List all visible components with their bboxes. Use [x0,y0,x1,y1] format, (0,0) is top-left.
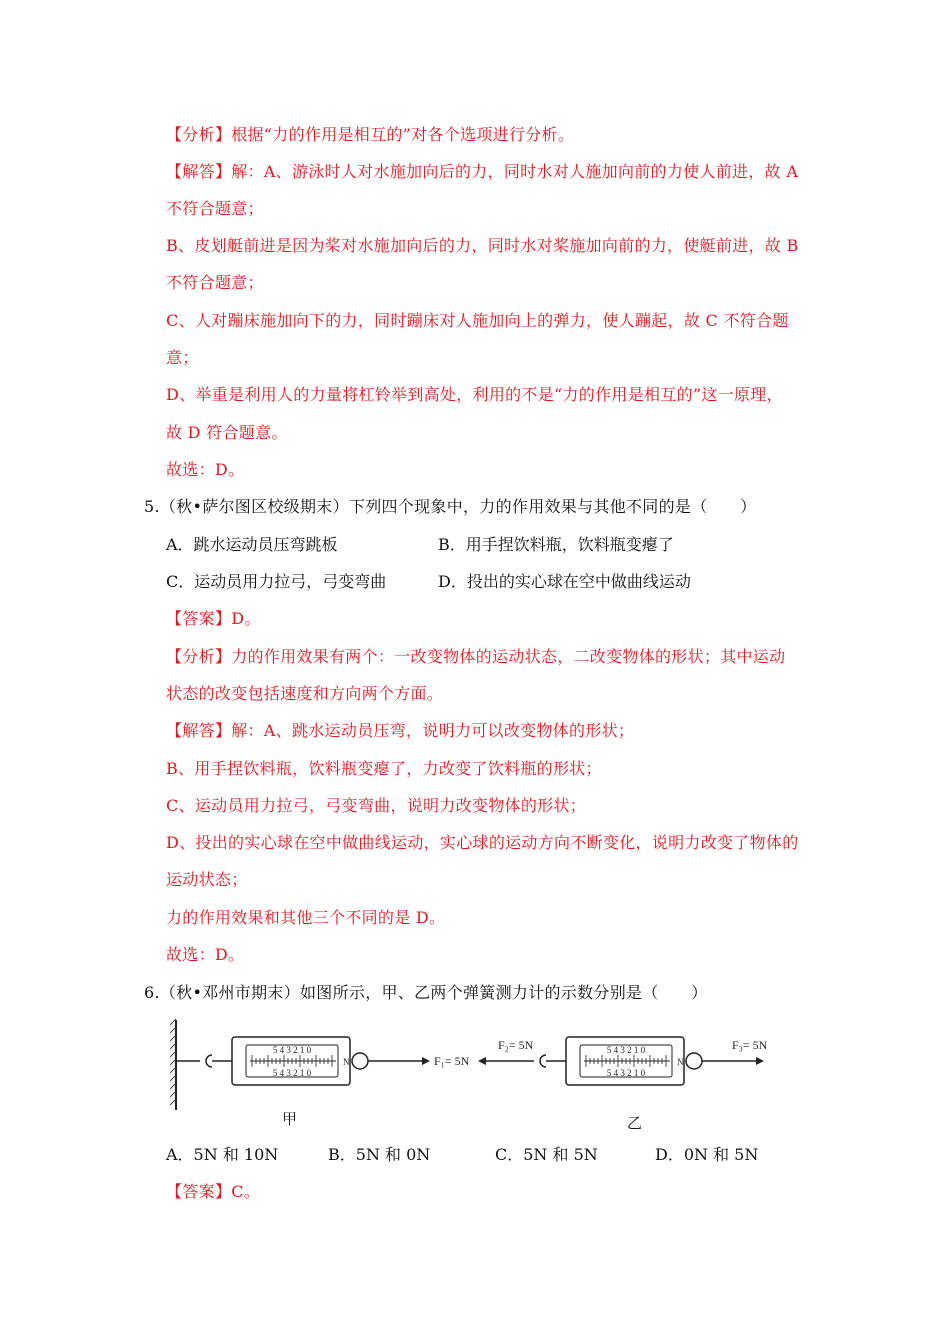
wall [170,1019,176,1110]
q6-option-d: D．0N 和 5N [655,1145,759,1164]
q4-solution-c-line2: 意； [166,348,199,367]
n-mark-jia: N [343,1057,350,1067]
n-mark-yi: N [677,1057,684,1067]
q6-option-a: A．5N 和 10N [166,1145,279,1164]
q4-solution-d-line2: 故 D 符合题意。 [166,423,288,442]
q5-option-b: B．用手捏饮料瓶，饮料瓶变瘪了 [438,535,674,554]
q4-solution-a-line2: 不符合题意； [166,199,264,218]
q4-analysis: 【分析】根据“力的作用是相互的”对各个选项进行分析。 [166,125,575,144]
arrow-left-icon [478,1057,486,1065]
arrow-right-icon [756,1057,764,1065]
figure-label-yi: 乙 [627,1114,643,1132]
force-f2: F₂= 5N [498,1038,534,1052]
q5-solution-d-line1: D、投出的实心球在空中做曲线运动，实心球的运动方向不断变化，说明力改变了物体的 [166,833,799,852]
q5-option-a: A．跳水运动员压弯跳板 [166,535,338,554]
q4-solution-d-line1: D、举重是利用人的力量将杠铃举到高处，利用的不是“力的作用是相互的”这一原理， [166,385,783,404]
q4-choice: 故选：D。 [166,460,245,479]
q6-stem: 6.（秋•邓州市期末）如图所示，甲、乙两个弹簧测力计的示数分别是（ ） [144,983,708,1002]
hook-icon [206,1055,212,1067]
q5-analysis-line1: 【分析】力的作用效果有两个：一改变物体的运动状态，二改变物体的形状；其中运动 [166,647,786,666]
q5-answer: 【答案】D。 [166,609,261,628]
hook-icon [540,1055,546,1067]
q5-solution-d-line2: 运动状态； [166,870,248,889]
q5-solution-a: 【解答】解：A、跳水运动员压弯，说明力可以改变物体的形状； [166,721,635,740]
scale-top-jia: 5 4 3 2 1 0 [272,1045,312,1055]
q6-option-b: B．5N 和 0N [328,1145,431,1164]
scale-top-yi: 5 4 3 2 1 0 [606,1045,646,1055]
q5-choice: 故选：D。 [166,945,245,964]
q4-solution-a-line1: 【解答】解：A、游泳时人对水施加向后的力，同时水对人施加向前的力使人前进，故 A [166,162,799,181]
q4-solution-b-line2: 不符合题意； [166,273,264,292]
arrow-right-icon [422,1057,430,1065]
q5-option-c: C．运动员用力拉弓，弓变弯曲 [166,572,387,591]
q5-summary: 力的作用效果和其他三个不同的是 D。 [166,908,446,927]
q6-answer: 【答案】C。 [166,1182,261,1201]
ring-icon [686,1053,702,1069]
q6-option-c: C．5N 和 5N [495,1145,598,1164]
q5-stem: 5.（秋•萨尔图区校级期末）下列四个现象中，力的作用效果与其他不同的是（ ） [144,497,757,516]
spring-scale-figure [160,1015,800,1140]
q5-analysis-line2: 状态的改变包括速度和方向两个方面。 [166,684,444,703]
figure-label-jia: 甲 [282,1110,298,1128]
q5-solution-b: B、用手捏饮料瓶，饮料瓶变瘪了，力改变了饮料瓶的形状； [166,759,602,778]
scale-bottom-yi: 5 4 3 2 1 0 [606,1068,646,1078]
scale-bottom-jia: 5 4 3 2 1 0 [272,1068,312,1078]
force-f1: F₁= 5N [434,1054,470,1068]
q4-solution-c-line1: C、人对蹦床施加向下的力，同时蹦床对人施加向上的弹力，使人蹦起，故 C 不符合题 [166,311,789,330]
force-f3: F₃= 5N [732,1038,768,1052]
q5-option-d: D．投出的实心球在空中做曲线运动 [438,572,691,591]
ring-icon [352,1053,368,1069]
q5-solution-c: C、运动员用力拉弓，弓变弯曲，说明力改变物体的形状； [166,796,587,815]
q4-solution-b-line1: B、皮划艇前进是因为桨对水施加向后的力，同时水对桨施加向前的力，使艇前进，故 B [166,236,799,255]
